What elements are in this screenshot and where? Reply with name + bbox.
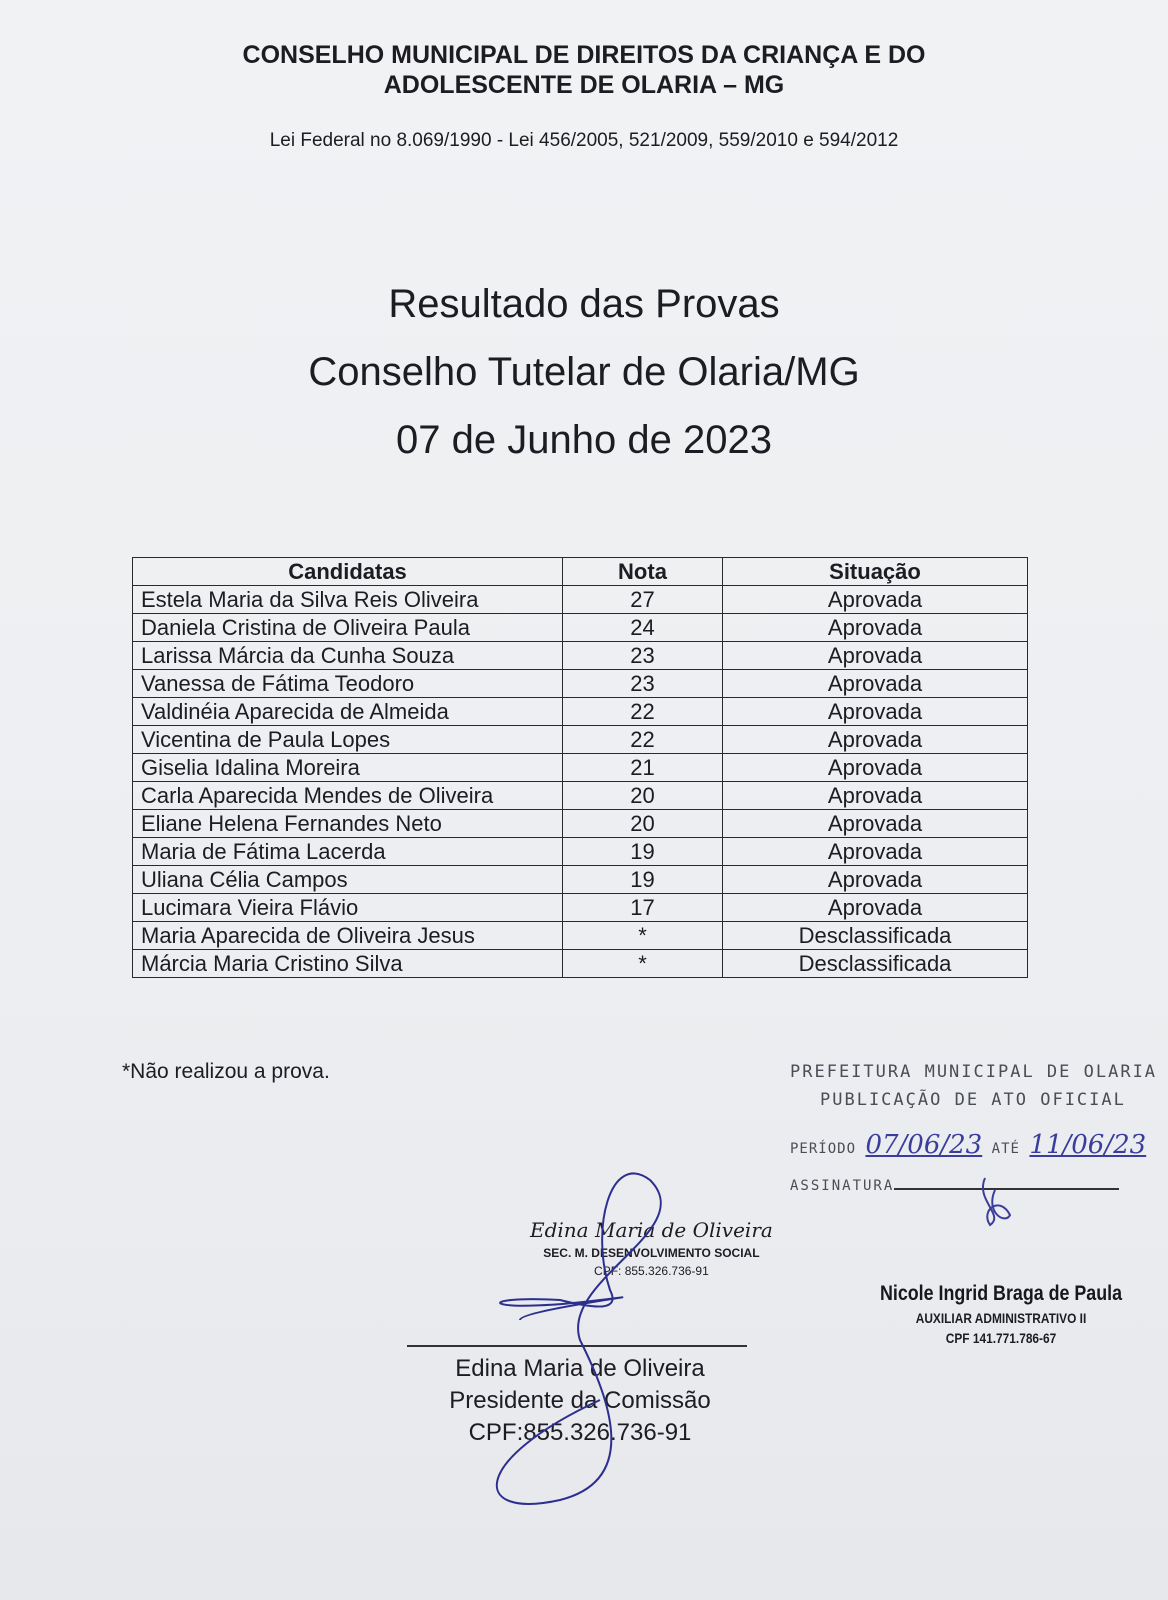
signature-label: ASSINATURA xyxy=(790,1178,895,1194)
president-role: Presidente da Comissão xyxy=(449,1387,711,1414)
score-cell: * xyxy=(563,950,723,978)
period-from: 07/06/23 xyxy=(865,1130,983,1160)
score-cell: * xyxy=(563,922,723,950)
law-reference: Lei Federal no 8.069/1990 - Lei 456/2005, 521/2009, 559/2010 e 594/2012 xyxy=(269,130,899,151)
org-line-1: CONSELHO MUNICIPAL DE DIREITOS DA CRIANÇA E DO xyxy=(242,41,926,69)
assistant-name: Nicole Ingrid Braga de Paula xyxy=(880,1282,1123,1305)
status-cell: Aprovada xyxy=(723,810,1028,838)
score-cell: 24 xyxy=(563,614,723,642)
status-cell: Aprovada xyxy=(723,698,1028,726)
candidate-name-cell: Daniela Cristina de Oliveira Paula xyxy=(133,614,563,642)
score-cell: 22 xyxy=(563,698,723,726)
column-header-score: Nota xyxy=(563,558,723,586)
candidate-name-cell: Carla Aparecida Mendes de Oliveira xyxy=(133,782,563,810)
title-line-3: 07 de Junho de 2023 xyxy=(396,418,772,462)
candidate-name-cell: Larissa Márcia da Cunha Souza xyxy=(133,642,563,670)
score-cell: 23 xyxy=(563,670,723,698)
period-to: 11/06/23 xyxy=(1029,1130,1147,1160)
until-label: ATÉ xyxy=(991,1141,1020,1157)
status-cell: Aprovada xyxy=(723,670,1028,698)
title-line-2: Conselho Tutelar de Olaria/MG xyxy=(308,350,860,394)
status-cell: Desclassificada xyxy=(723,950,1028,978)
score-cell: 20 xyxy=(563,782,723,810)
assistant-cpf: CPF 141.771.786-67 xyxy=(945,1330,1057,1346)
candidate-name-cell: Uliana Célia Campos xyxy=(133,866,563,894)
status-cell: Aprovada xyxy=(723,642,1028,670)
president-cpf: CPF:855.326.736-91 xyxy=(468,1419,692,1446)
president-signature-scribble xyxy=(497,1173,661,1503)
candidate-name-cell: Márcia Maria Cristino Silva xyxy=(133,950,563,978)
secretary-stamp-role: SEC. M. DESENVOLVIMENTO SOCIAL xyxy=(543,1246,760,1260)
secretary-stamp-name: Edina Maria de Oliveira xyxy=(530,1218,773,1242)
assistant-role: AUXILIAR ADMINISTRATIVO II xyxy=(915,1310,1087,1326)
president-name: Edina Maria de Oliveira xyxy=(455,1355,705,1382)
score-cell: 19 xyxy=(563,838,723,866)
footnote: *Não realizou a prova. xyxy=(122,1060,330,1083)
candidate-name-cell: Maria Aparecida de Oliveira Jesus xyxy=(133,922,563,950)
candidate-name-cell: Eliane Helena Fernandes Neto xyxy=(133,810,563,838)
candidate-name-cell: Vicentina de Paula Lopes xyxy=(133,726,563,754)
title-line-1: Resultado das Provas xyxy=(388,282,780,326)
score-cell: 23 xyxy=(563,642,723,670)
score-cell: 17 xyxy=(563,894,723,922)
candidate-name-cell: Valdinéia Aparecida de Almeida xyxy=(133,698,563,726)
status-cell: Aprovada xyxy=(723,726,1028,754)
candidate-name-cell: Maria de Fátima Lacerda xyxy=(133,838,563,866)
candidate-name-cell: Vanessa de Fátima Teodoro xyxy=(133,670,563,698)
status-cell: Aprovada xyxy=(723,866,1028,894)
candidate-name-cell: Lucimara Vieira Flávio xyxy=(133,894,563,922)
candidate-name-cell: Estela Maria da Silva Reis Oliveira xyxy=(133,586,563,614)
stamp-signature-scribble xyxy=(983,1178,1010,1225)
status-cell: Aprovada xyxy=(723,614,1028,642)
stamp-line-1: PREFEITURA MUNICIPAL DE OLARIA xyxy=(790,1062,1158,1082)
candidate-name-cell: Giselia Idalina Moreira xyxy=(133,754,563,782)
status-cell: Aprovada xyxy=(723,754,1028,782)
status-cell: Aprovada xyxy=(723,782,1028,810)
score-cell: 22 xyxy=(563,726,723,754)
column-header-candidates: Candidatas xyxy=(133,558,563,586)
column-header-status: Situação xyxy=(723,558,1028,586)
org-line-2: ADOLESCENTE DE OLARIA – MG xyxy=(383,71,785,99)
status-cell: Aprovada xyxy=(723,586,1028,614)
status-cell: Aprovada xyxy=(723,894,1028,922)
status-cell: Desclassificada xyxy=(723,922,1028,950)
score-cell: 21 xyxy=(563,754,723,782)
secretary-stamp-cpf: CPF: 855.326.736-91 xyxy=(594,1264,709,1278)
score-cell: 19 xyxy=(563,866,723,894)
score-cell: 20 xyxy=(563,810,723,838)
score-cell: 27 xyxy=(563,586,723,614)
status-cell: Aprovada xyxy=(723,838,1028,866)
stamp-line-2: PUBLICAÇÃO DE ATO OFICIAL xyxy=(820,1090,1126,1110)
period-label: PERÍODO xyxy=(790,1141,857,1157)
